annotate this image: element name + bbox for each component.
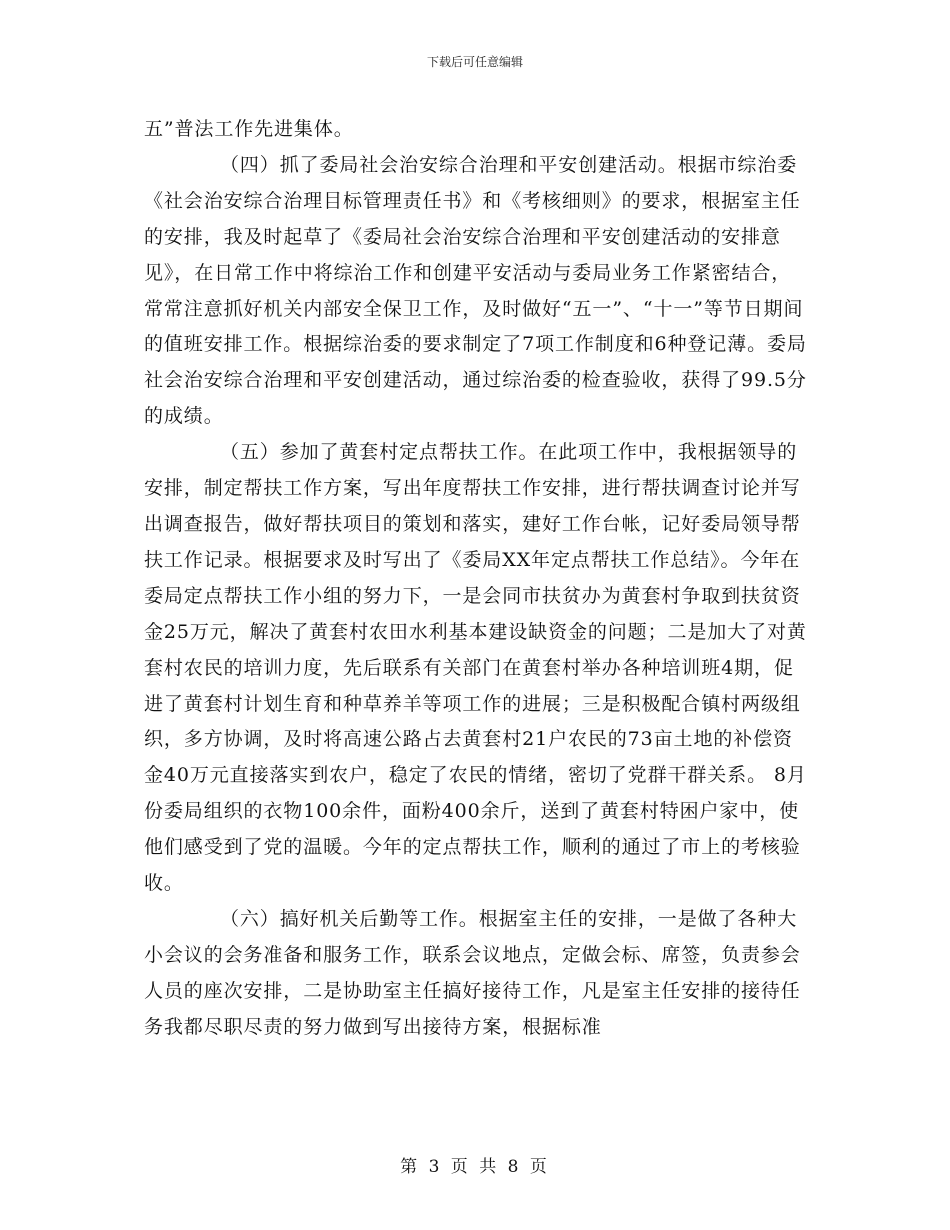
paragraph-continuation: 五”普法工作先进集体。 (144, 118, 354, 140)
paragraph-section-5: （五）参加了黄套村定点帮扶工作。在此项工作中，我根据领导的安排，制定帮扶工作方案，写出年度帮扶工作安排，进行帮扶调查讨论并写出调查报告，做好帮扶项目的策划和落实，建好工作台帐，记好委局领导帮扶工作记录。根据要求及时写出了《委局XX年定点帮扶工作总结》。今年在委局定点帮扶工作小组的努力下，一是会同市扶贫办为黄套村争取到扶贫资金25万元，解决了黄套村农田水利基本建设缺资金的问题；二是加大了对黄套村农民的培训力度，先后联系有关部门在黄套村举办各种培训班4期，促进了黄套村计划生育和种草养羊等项工作的进展；三是积极配合镇村两级组织，多方协调，及时将高速公路占去黄套村21户农民的73亩土地的补偿资金40万元直接落实到农户，稳定了农民的情绪，密切了党群干群关系。 8月份委局组织的衣物100余件，面粉400余斤，送到了黄套村特困户家中，使他们感受到了党的温暖。今年的定点帮扶工作，顺利的通过了市上的考核验收。 (144, 441, 807, 895)
page-header: 下载后可任意编辑 (426, 55, 523, 69)
page-number-footer: 第 3 页 共 8 页 (400, 1157, 550, 1177)
paragraph-section-6: （六）搞好机关后勤等工作。根据室主任的安排，一是做了各种大小会议的会务准备和服务工作，联系会议地点，定做会标、席签，负责参会人员的座次安排，二是协助室主任搞好接待工作，凡是室主任安排的接待任务我都尽职尽责的努力做到写出接待方案，根据标准 (144, 907, 801, 1038)
paragraph-section-4: （四）抓了委局社会治安综合治理和平安创建活动。根据市综治委《社会治安综合治理目标管理责任书》和《考核细则》的要求，根据室主任的安排，我及时起草了《委局社会治安综合治理和平安创建活动的安排意见》，在日常工作中将综治工作和创建平安活动与委局业务工作紧密结合，常常注意抓好机关内部安全保卫工作，及时做好“五一”、“十一”等节日期间的值班安排工作。根据综治委的要求制定了7项工作制度和6种登记薄。委局社会治安综合治理和平安创建活动，通过综治委的检查验收，获得了99.5分的成绩。 (144, 153, 807, 428)
document-body (144, 112, 810, 1046)
